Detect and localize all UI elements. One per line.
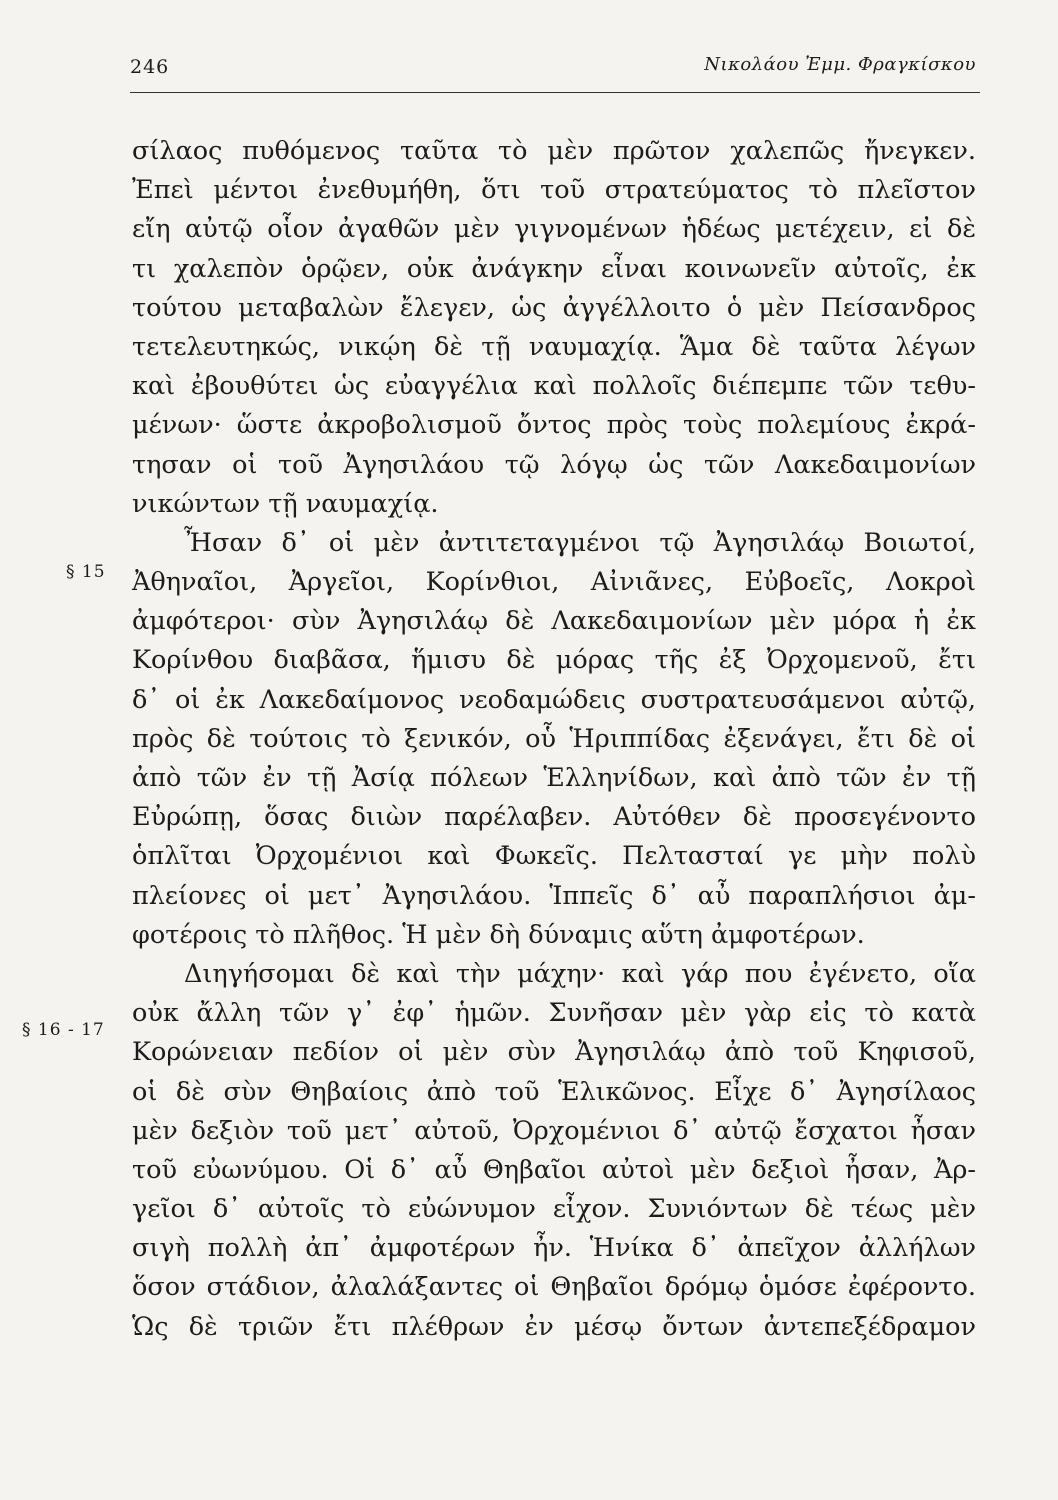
body-text	[132, 132, 976, 1347]
page-number: 246	[130, 56, 170, 78]
text-line: οἱ δὲ σὺν Θηβαίοις ἀπὸ τοῦ Ἑλικῶνος. Εἶχε δ᾽ Ἀγησίλαος	[132, 1076, 976, 1107]
text-line: τοῦ εὐωνύμου. Οἱ δ᾽ αὖ Θηβαῖοι αὐτοὶ μὲν δεξιοὶ ἦσαν, Ἀρ-	[132, 1154, 976, 1185]
text-line: φοτέροις τὸ πλῆθος. Ἡ μὲν δὴ δύναμις αὕτη ἀμφοτέρων.	[132, 919, 865, 950]
header-rule	[130, 92, 980, 93]
text-line: ἀπὸ τῶν ἐν τῇ Ἀσίᾳ πόλεων Ἑλληνίδων, καὶ ἀπὸ τῶν ἐν τῇ	[132, 763, 976, 793]
text-line: μὲν δεξιὸν τοῦ μετ᾽ αὐτοῦ, Ὀρχομένιοι δ᾽ αὐτῷ ἔσχατοι ἦσαν	[132, 1115, 976, 1146]
text-line: ὅσον στάδιον, ἀλαλάξαντες οἱ Θηβαῖοι δρόμῳ ὁμόσε ἐφέροντο.	[132, 1272, 976, 1303]
text-line: οὐκ ἄλλη τῶν γ᾽ ἐφ᾽ ἡμῶν. Συνῆσαν μὲν γὰρ εἰς τὸ κατὰ	[132, 998, 976, 1029]
text-line: τετελευτηκώς, νικῴη δὲ τῇ ναυμαχίᾳ. Ἅμα δὲ ταῦτα λέγων	[132, 331, 976, 362]
text-line: πρὸς δὲ τούτοις τὸ ξενικόν, οὗ Ἡριππίδας ἐξενάγει, ἔτι δὲ οἱ	[132, 723, 976, 754]
text-line: Διηγήσομαι δὲ καὶ τὴν μάχην· καὶ γάρ που ἐγένετο, οἵα	[184, 958, 976, 989]
text-line: Εὐρώπῃ, ὅσας διιὼν παρέλαβεν. Αὐτόθεν δὲ προσεγένοντο	[132, 802, 976, 833]
text-line: καὶ ἐβουθύτει ὡς εὐαγγέλια καὶ πολλοῖς διέπεμπε τῶν τεθυ-	[132, 371, 976, 402]
text-line: Ὡς δὲ τριῶν ἔτι πλέθρων ἐν μέσῳ ὄντων ἀντεπεξέδραμον	[132, 1311, 976, 1342]
marginal-section-16-17: § 16 - 17	[22, 1020, 105, 1040]
text-line: δ᾽ οἱ ἐκ Λακεδαίμονος νεοδαμώδεις συστρατευσάμενοι αὐτῷ,	[132, 684, 976, 715]
text-line: γεῖοι δ᾽ αὐτοῖς τὸ εὐώνυμον εἶχον. Συνιόντων δὲ τέως μὲν	[132, 1194, 976, 1225]
text-line: σιγὴ πολλὴ ἀπ᾽ ἀμφοτέρων ἦν. Ἡνίκα δ᾽ ἀπεῖχον ἀλλήλων	[132, 1233, 976, 1264]
text-line: Ἀθηναῖοι, Ἀργεῖοι, Κορίνθιοι, Αἰνιᾶνες, Εὐβοεῖς, Λοκροὶ	[132, 567, 976, 598]
text-line: Ἐπεὶ μέντοι ἐνεθυμήθη, ὅτι τοῦ στρατεύματος τὸ πλεῖστον	[132, 175, 976, 206]
text-line: Κορώνειαν πεδίον οἱ μὲν σὺν Ἀγησιλάῳ ἀπὸ τοῦ Κηφισοῦ,	[132, 1037, 976, 1068]
text-line: Κορίνθου διαβᾶσα, ἥμισυ δὲ μόρας τῆς ἐξ Ὀρχομενοῦ, ἔτι	[132, 645, 976, 676]
text-line: ὁπλῖται Ὀρχομένιοι καὶ Φωκεῖς. Πελτασταί γε μὴν πολὺ	[132, 841, 976, 872]
running-head: Νικολάου Ἐμμ. Φραγκίσκου	[704, 54, 976, 75]
text-line: εἴη αὐτῷ οἷον ἀγαθῶν μὲν γιγνομένων ἡδέως μετέχειν, εἰ δὲ	[132, 214, 976, 245]
text-line: ἀμφότεροι· σὺν Ἀγησιλάῳ δὲ Λακεδαιμονίων μὲν μόρα ἡ ἐκ	[132, 606, 976, 637]
text-line: νικώντων τῇ ναυμαχίᾳ.	[132, 488, 439, 519]
text-line: τησαν οἱ τοῦ Ἀγησιλάου τῷ λόγῳ ὡς τῶν Λακεδαιμονίων	[132, 449, 976, 480]
text-line: σίλαος πυθόμενος ταῦτα τὸ μὲν πρῶτον χαλεπῶς ἤνεγκεν.	[132, 136, 976, 166]
text-line: Ἦσαν δ᾽ οἱ μὲν ἀντιτεταγμένοι τῷ Ἀγησιλάῳ Βοιωτοί,	[184, 527, 976, 558]
text-line: μένων· ὥστε ἀκροβολισμοῦ ὄντος πρὸς τοὺς πολεμίους ἐκρά-	[132, 410, 976, 441]
text-line: τι χαλεπὸν ὁρῷεν, οὐκ ἀνάγκην εἶναι κοινωνεῖν αὐτοῖς, ἐκ	[132, 253, 976, 284]
text-line: τούτου μεταβαλὼν ἔλεγεν, ὡς ἀγγέλλοιτο ὁ μὲν Πείσανδρος	[132, 292, 976, 323]
marginal-section-15: § 15	[66, 562, 106, 582]
text-line: πλείονες οἱ μετ᾽ Ἀγησιλάου. Ἱππεῖς δ᾽ αὖ παραπλήσιοι ἀμ-	[132, 880, 976, 911]
